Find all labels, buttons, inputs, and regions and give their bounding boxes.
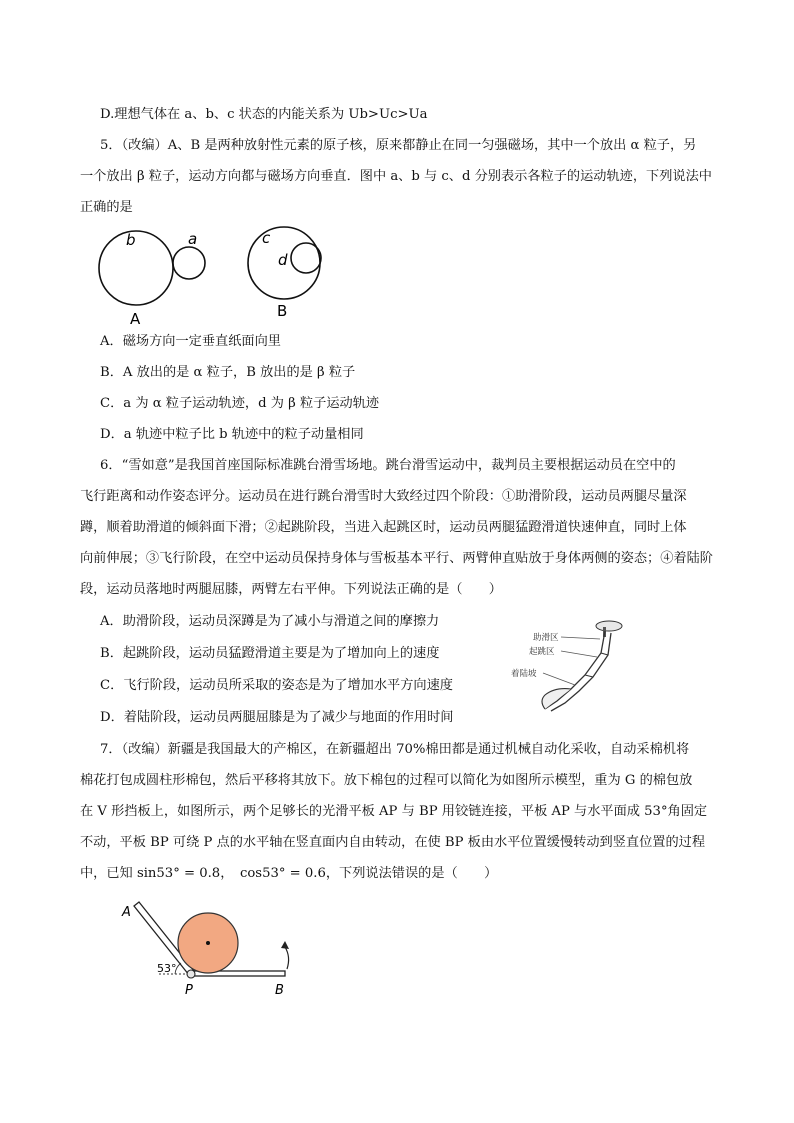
label-a: a xyxy=(188,230,198,248)
orbit-d xyxy=(291,243,321,273)
q7-v-board-figure xyxy=(115,895,305,1000)
caption-B: B xyxy=(277,302,288,320)
q5-option-d: D．a 轨迹中粒子比 b 轨迹中的粒子动量相同 xyxy=(100,427,364,442)
label-zhuolu: 着陆坡 xyxy=(511,669,537,679)
q6-option-d: D．着陆阶段，运动员两腿屈膝是为了减少与地面的作用时间 xyxy=(100,710,454,725)
q5-stem-line2: 一个放出 β 粒子，运动方向都与磁场方向垂直．图中 a、b 与 c、d 分别表示各粒子的运动轨迹，下列说法中 xyxy=(80,169,712,184)
q5-option-c: C．a 为 α 粒子运动轨迹，d 为 β 粒子运动轨迹 xyxy=(100,396,380,411)
q6-stem-line1: 6．“雪如意”是我国首座国际标准跳台滑雪场地。跳台滑雪运动中，裁判员主要根据运动员在空中的 xyxy=(100,458,676,473)
q6-stem-line5: 段，运动员落地时两腿屈膝，两臂左右平伸。下列说法正确的是（ ） xyxy=(80,582,502,597)
q4-option-d: D.理想气体在 a、b、c 状态的内能关系为 Ub>Uc>Ua xyxy=(100,107,428,122)
label-B: B xyxy=(275,983,284,998)
q5-option-a: A．磁场方向一定垂直纸面向里 xyxy=(100,334,281,349)
q5-option-b: B．A 放出的是 α 粒子，B 放出的是 β 粒子 xyxy=(100,365,356,380)
label-angle: 53° xyxy=(157,962,177,975)
q5-orbit-figure xyxy=(92,222,342,328)
label-b: b xyxy=(126,231,136,249)
q6-ski-jump-figure xyxy=(505,615,633,713)
q6-stem-line3: 蹲，顺着助滑道的倾斜面下滑；②起跳阶段，当进入起跳区时，运动员两腿猛蹬滑道快速伸直，同时上体 xyxy=(80,520,687,535)
q7-stem-line5: 中，已知 sin53° = 0.8， cos53° = 0.6，下列说法错误的是（ ） xyxy=(80,866,498,881)
q6-stem-line2: 飞行距离和动作姿态评分。运动员在进行跳台滑雪时大致经过四个阶段：①助滑阶段，运动员两腿尽量深 xyxy=(80,489,687,504)
q6-option-c: C．飞行阶段，运动员所采取的姿态是为了增加水平方向速度 xyxy=(100,678,453,693)
q7-stem-line3: 在 V 形挡板上，如图所示，两个足够长的光滑平板 AP 与 BP 用铰链连接，平板 AP 与水平面成 53°角固定 xyxy=(80,804,708,819)
label-A: A xyxy=(122,905,131,920)
q7-stem-line2: 棉花打包成圆柱形棉包，然后平移将其放下。放下棉包的过程可以简化为如图所示模型，重为 G 的棉包放 xyxy=(80,773,693,788)
orbit-a xyxy=(173,247,205,279)
caption-A: A xyxy=(130,310,141,328)
q5-stem-line1: 5．（改编）A、B 是两种放射性元素的原子核，原来都静止在同一匀强磁场，其中一个放出 α 粒子，另 xyxy=(100,138,697,153)
q6-stem-line4: 向前伸展；③飞行阶段，在空中运动员保持身体与雪板基本平行、两臂伸直贴放于身体两侧的姿态；④着陆阶 xyxy=(80,551,713,566)
label-qitiao: 起跳区 xyxy=(529,647,555,657)
q7-stem-line4: 不动，平板 BP 可绕 P 点的水平轴在竖直面内自由转动，在使 BP 板由水平位置缓慢转动到竖直位置的过程 xyxy=(80,835,706,850)
label-c: c xyxy=(262,229,271,247)
orbit-b xyxy=(99,231,173,305)
q7-stem-line1: 7．（改编）新疆是我国最大的产棉区，在新疆超出 70%棉田都是通过机械自动化采收，自动采棉机将 xyxy=(100,742,690,757)
q5-stem-line3: 正确的是 xyxy=(80,200,133,215)
label-d: d xyxy=(278,251,288,269)
hinge-p xyxy=(187,970,195,978)
q6-option-a: A．助滑阶段，运动员深蹲是为了减小与滑道之间的摩擦力 xyxy=(100,614,440,629)
label-zhuhua: 助滑区 xyxy=(533,633,559,643)
label-P: P xyxy=(185,983,193,998)
q6-option-b: B．起跳阶段，运动员猛蹬滑道主要是为了增加向上的速度 xyxy=(100,646,440,661)
